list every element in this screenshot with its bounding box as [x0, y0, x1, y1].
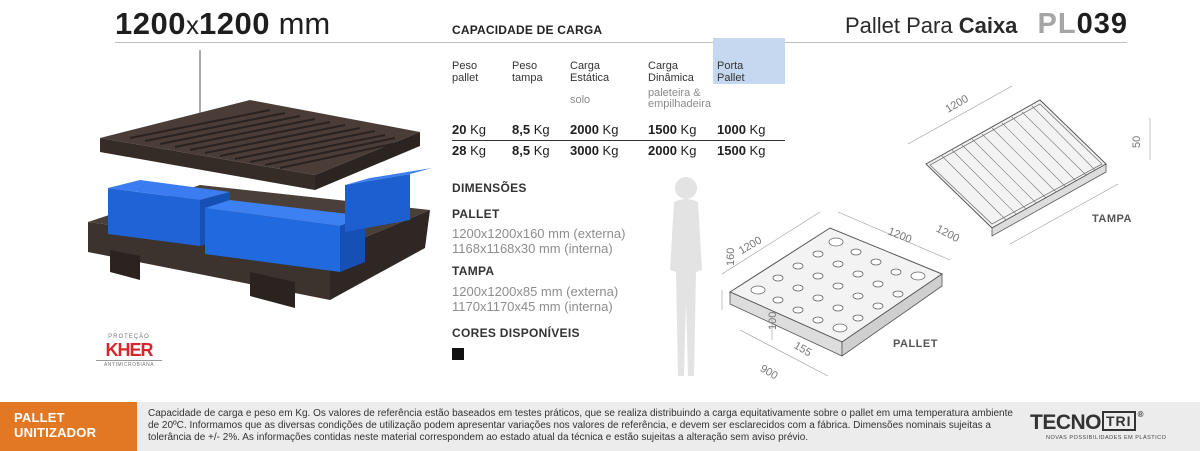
pallet-dims: 1200x1200x160 mm (externa) 1168x1168x30 mm (interna): [452, 226, 626, 256]
tampa-heading: TAMPA: [452, 264, 495, 278]
col-head-peso-pallet: Peso pallet: [452, 60, 479, 84]
logo-reg: ®: [1137, 410, 1143, 419]
dims-b: 1200: [198, 6, 270, 41]
pallet-heading: PALLET: [452, 207, 500, 221]
cell-r2-peso-pallet: 28 Kg: [452, 143, 486, 158]
cell-r2-dinamica: 2000 Kg: [648, 143, 697, 158]
code-number: 039: [1076, 8, 1128, 40]
product-code: [1038, 8, 1128, 40]
pallet-dim-left: 1200: [736, 234, 765, 258]
pallet-dim-bottom: 900: [757, 362, 780, 383]
kher-bottom-text: ANTIMICROBIANA: [96, 360, 162, 368]
dims-a: 1200: [115, 6, 186, 41]
tampa-dim-h: 50: [1131, 135, 1143, 148]
logo-tagline: NOVAS POSSIBILIDADES EM PLÁSTICO: [1046, 435, 1167, 441]
kher-top-text: PROTEÇÃO: [108, 334, 150, 340]
dimensions-title: [115, 6, 330, 42]
cell-r1-porta: 1000 Kg: [717, 122, 766, 137]
col-sub-dinamica: paleteira & empilhadeira: [648, 87, 711, 110]
pallet-view-label: PALLET: [893, 338, 938, 350]
logo-tecno: TECNO: [1030, 411, 1101, 434]
cell-r2-porta: 1500 Kg: [717, 143, 766, 158]
dims-x: x: [185, 10, 199, 40]
pallet-dim-gap: 155: [791, 339, 814, 360]
dimensions-heading: DIMENSÕES: [452, 181, 527, 195]
tampa-dims: 1200x1200x85 mm (externa) 1170x1170x45 mm (interna): [452, 284, 619, 314]
dims-unit: mm: [278, 6, 331, 41]
colors-heading: CORES DISPONÍVEIS: [452, 326, 580, 340]
tampa-dim-side: 1200: [933, 222, 962, 245]
col-head-carga-dinamica: Carga Dinâmica: [648, 60, 694, 84]
kher-logo-text: KHER: [105, 340, 153, 360]
kher-badge: [96, 334, 162, 368]
tampa-dim-top: 1200: [943, 92, 971, 116]
col-head-peso-tampa: Peso tampa: [512, 60, 543, 84]
col-head-carga-estatica: Carga Estática: [570, 60, 610, 84]
product-bold: Caixa: [958, 13, 1018, 38]
cell-r2-estatica: 3000 Kg: [570, 143, 619, 158]
pallet-dim-leg: 100: [767, 311, 779, 330]
pallet-dim-right: 1200: [886, 225, 914, 246]
logo-tri: TRI: [1102, 411, 1136, 431]
col-head-porta-pallet: Porta Pallet: [717, 60, 745, 84]
person-silhouette: [670, 177, 702, 376]
tampa-view-label: TAMPA: [1092, 213, 1132, 225]
pallet-with-boxes-image: [80, 40, 440, 320]
product-title: [845, 8, 1128, 41]
code-prefix: PL: [1037, 8, 1077, 40]
cell-r1-dinamica: 1500 Kg: [648, 122, 697, 137]
capacity-title: CAPACIDADE DE CARGA: [452, 23, 603, 37]
cell-r1-peso-pallet: 20 Kg: [452, 122, 486, 137]
col-sub-solo: solo: [570, 94, 591, 106]
pallet-dim-h: 160: [725, 247, 737, 266]
color-swatch-black: [452, 348, 464, 360]
tecnotri-logo[interactable]: [1030, 410, 1186, 441]
disclaimer-text: Capacidade de carga e peso em Kg. Os valores de referência estão baseados em testes práticos, que se realiza distribuindo a carga equitativamente sobre o pallet em uma temperatura ambiente de 20ºC. Informamos que as diversas condições de utilização podem apresentar variações nos valores de referência, e devem ser esclarecidos com a fábrica. Dimensões nominais sujeitas a tolerância de +/- 2%. As informações contidas neste material correspondem ao estado atual da técnica e estão sujeitas a alteração sem aviso prévio.: [148, 408, 1013, 443]
cell-r1-peso-tampa: 8,5 Kg: [512, 122, 550, 137]
cell-r2-peso-tampa: 8,5 Kg: [512, 143, 550, 158]
product-prefix: Pallet Para: [844, 13, 953, 38]
pallet-unitizador-badge: PALLET UNITIZADOR: [0, 402, 137, 451]
cell-r1-estatica: 2000 Kg: [570, 122, 619, 137]
